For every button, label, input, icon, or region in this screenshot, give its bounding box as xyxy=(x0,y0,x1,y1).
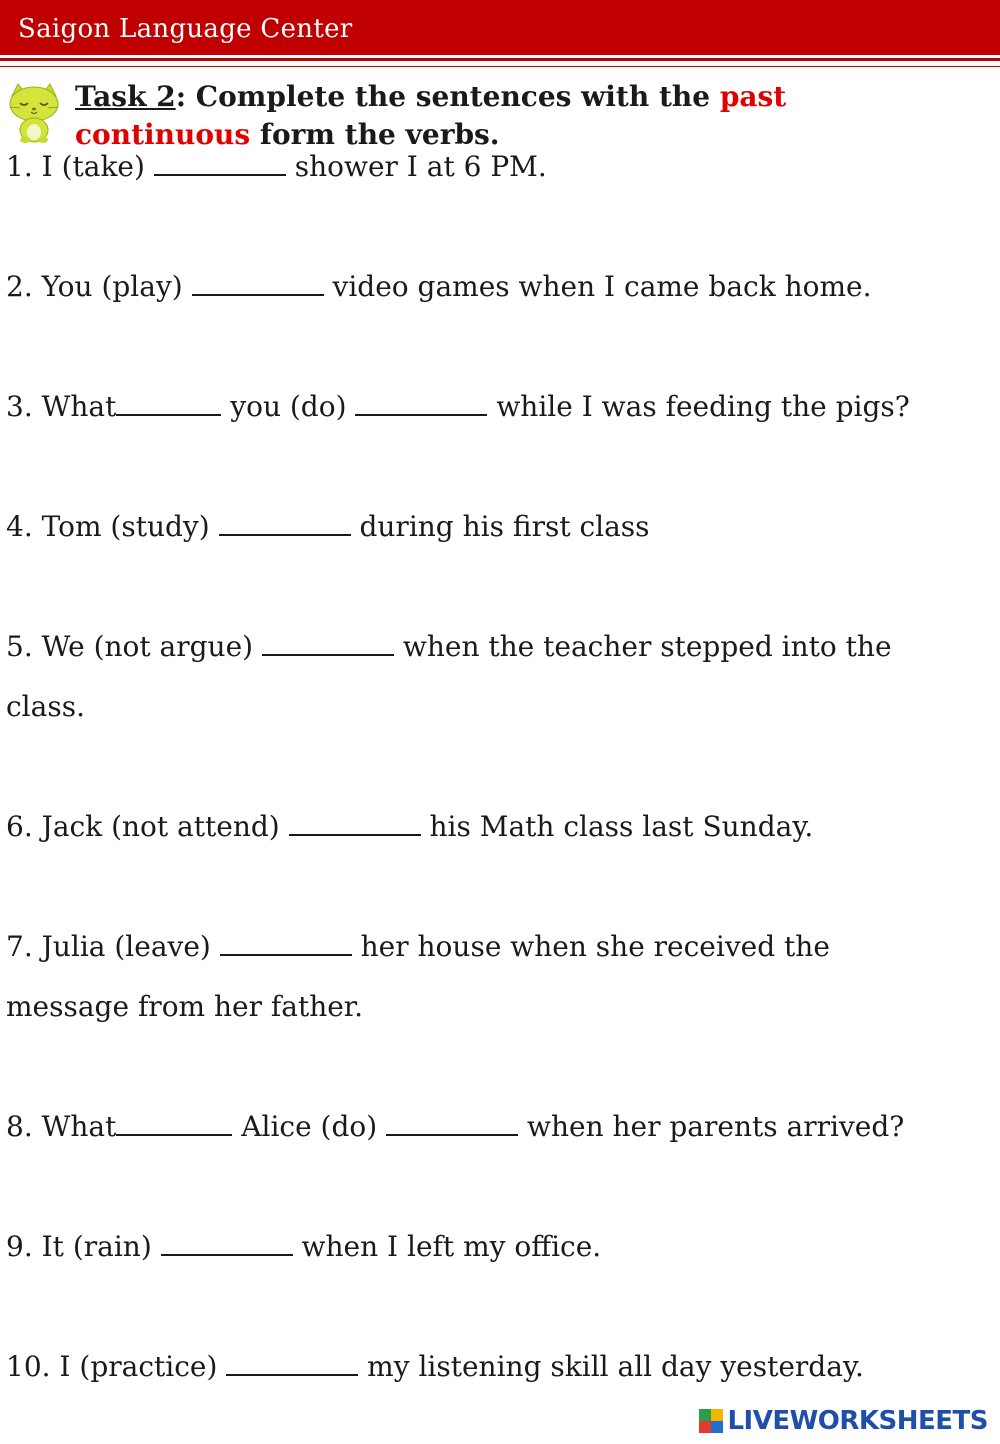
item-tail: shower I at 6 PM. xyxy=(285,150,547,183)
item-tail: video games when I came back home. xyxy=(323,270,872,303)
header-divider xyxy=(0,58,1000,61)
answer-blank[interactable] xyxy=(289,812,421,836)
exercise-item-7-continuation xyxy=(6,977,996,1037)
task-accent-text: past continuous xyxy=(75,80,787,151)
item-prompt: 3. What xyxy=(6,390,117,423)
task-label: Task 2 xyxy=(75,80,176,113)
item-tail: during his first class xyxy=(350,510,650,543)
answer-blank[interactable] xyxy=(226,1352,358,1376)
cat-mascot-icon xyxy=(4,82,64,144)
item-prompt: 4. Tom (study) xyxy=(6,510,219,543)
item-prompt: 8. What xyxy=(6,1110,117,1143)
task-text-start: : Complete the sentences with the xyxy=(175,80,720,113)
answer-blank[interactable] xyxy=(355,392,487,416)
item-tail: her house when she received the xyxy=(351,930,830,963)
item-middle: Alice (do) xyxy=(232,1110,387,1143)
header-divider-thin xyxy=(0,66,1000,67)
exercise-item-5 xyxy=(6,617,996,677)
answer-blank[interactable] xyxy=(154,152,286,176)
item-tail: when I left my office. xyxy=(292,1230,602,1263)
logo-text: LIVEWORKSHEETS xyxy=(727,1406,988,1436)
exercise-item-8 xyxy=(6,1097,996,1157)
answer-blank[interactable] xyxy=(116,1112,232,1136)
exercise-item-1 xyxy=(6,137,996,197)
item-prompt: 2. You (play) xyxy=(6,270,192,303)
answer-blank[interactable] xyxy=(262,632,394,656)
answer-blank[interactable] xyxy=(219,512,351,536)
item-prompt: 1. I (take) xyxy=(6,150,154,183)
item-prompt: 9. It (rain) xyxy=(6,1230,161,1263)
exercise-item-5-continuation xyxy=(6,677,996,737)
page-header xyxy=(0,0,1000,55)
item-tail: while I was feeding the pigs? xyxy=(487,390,910,423)
item-middle: you (do) xyxy=(221,390,356,423)
item-prompt: 6. Jack (not attend) xyxy=(6,810,289,843)
item-prompt: 7. Julia (leave) xyxy=(6,930,220,963)
item-prompt: 10. I (practice) xyxy=(6,1350,227,1383)
liveworksheets-logo-icon xyxy=(699,1409,723,1433)
exercise-item-7 xyxy=(6,917,996,977)
item-continuation: class. xyxy=(6,690,85,723)
item-tail: when her parents arrived? xyxy=(518,1110,905,1143)
exercise-item-9 xyxy=(6,1217,996,1277)
answer-blank[interactable] xyxy=(192,272,324,296)
task-text-end: form the verbs. xyxy=(250,118,500,151)
item-tail: my listening skill all day yesterday. xyxy=(358,1350,864,1383)
answer-blank[interactable] xyxy=(161,1232,293,1256)
exercise-item-2 xyxy=(6,257,996,317)
item-prompt: 5. We (not argue) xyxy=(6,630,262,663)
header-title: Saigon Language Center xyxy=(18,14,353,44)
item-continuation: message from her father. xyxy=(6,990,364,1023)
exercise-item-6 xyxy=(6,797,996,857)
exercise-item-3 xyxy=(6,377,996,437)
exercise-item-10 xyxy=(6,1337,996,1397)
liveworksheets-logo[interactable] xyxy=(699,1406,988,1436)
answer-blank[interactable] xyxy=(220,932,352,956)
exercise-item-4 xyxy=(6,497,996,557)
answer-blank[interactable] xyxy=(116,392,221,416)
item-tail: when the teacher stepped into the xyxy=(393,630,892,663)
answer-blank[interactable] xyxy=(386,1112,518,1136)
item-tail: his Math class last Sunday. xyxy=(420,810,814,843)
